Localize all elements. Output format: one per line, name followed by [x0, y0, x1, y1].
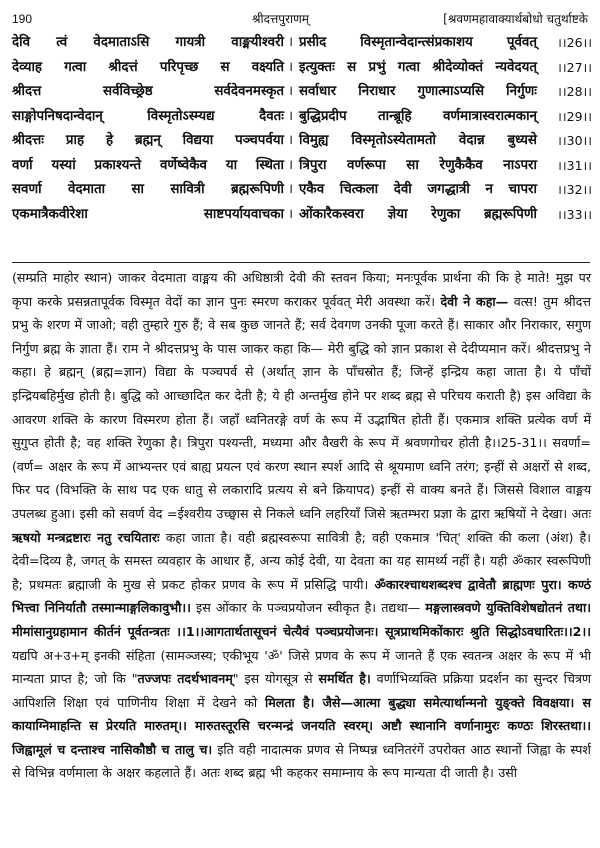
verse-second-half: प्रसीद विस्मृतान्वेदान्त्संप्रकाशय पूर्ववत्: [299, 35, 537, 50]
commentary-paragraph: [12, 266, 591, 785]
verse-30: [12, 129, 592, 154]
verse-first-half: साङ्गोपनिषदान्वेदान् विस्मृतोऽस्म्यद्य दैवतः: [12, 108, 284, 124]
commentary-bold-text: समर्थित है।: [318, 671, 371, 687]
verse-first-half: सवर्णा वेदमाता सा सावित्री ब्रह्मरूपिणी: [12, 182, 284, 197]
commentary-text: इति वही नादात्मक प्रणव से निष्पन्न ध्वनितरंगें उपरोक्त आठ स्थानों जिह्वा के स्पर्श से विभिन्न वर्णमाला के अक्षर कहलाते हैं। अतः शब्द ब्रह्म भी कहकर समाम्नाय के रूप मान्यता दी जाती है। उसी: [12, 741, 591, 781]
commentary-bold-text: देवी ने कहा—: [440, 293, 509, 309]
commentary-text: वर्णाभिव्यक्ति प्रक्रिया प्रदर्शन का सुन्दर चित्रण आपिशलि शिक्षा एवं पाणिनीय शिक्षा में देखने को: [12, 671, 592, 710]
verse-31: [12, 154, 592, 179]
verse-32: [12, 178, 592, 203]
book-title: श्रीदत्तपुराणम्: [252, 12, 309, 26]
verse-danda: ।: [288, 84, 294, 99]
verse-second-half: इत्युक्तः स प्रभुं गत्वा श्रीदेव्योक्तं न्यवेदयत्: [299, 59, 537, 75]
commentary-text: वत्स! तुम श्रीदत्त प्रभु के शरण में जाओ; वही तुम्हारे गुरु हैं; वे सब कुछ जानते हैं; सर्व देवगण उनकी पूजा करते हैं। साकार और निराकार, सगुण निर्गुण ब्रह्म के ज्ञाता हैं। राम ने श्रीदत्तप्रभु के पास जाकर कहा कि— मेरी बुद्धि को ज्ञान प्रकाश से देदीप्यमान करें। श्रीदत्तप्रभु ने कहा। हे ब्रह्मन् (ब्रह्म=ज्ञान) विद्या के पञ्चपर्व से (अर्थात् ज्ञान के पाँचस्रोत हैं; जिन्हें इन्द्रिय कहा जाता है। ये पाँचों इन्द्रियबहिर्मुख होती है। बुद्धि को आच्छादित कर देती है; ये ही अन्तर्मुख होने पर शब्द ब्रह्म से परिचय कराती है) इस अविद्या के आवरण शक्ति के कारण विस्मरण होता हैं। जहाँ ध्वनितरङ्गे वर्ण के रूप में उद्भाषित होती हैं। एकमात्र शक्ति प्रत्येक वर्ण में सुगुप्त होती है; वह शक्ति रेणुका है। त्रिपुरा पश्यन्ती, मध्यमा और वैखरी के रूप में श्रवणगोचर होती है।।25-31।। सवर्णा=(वर्ण= अक्षर के रूप में आभ्यन्तर एवं बाह्य प्रयत्न एवं करण स्थान स्पर्श आदि से श्रूयमाण ध्वनि तरंग; इन्हीं से अक्षरों से शब्द, फिर पद (विभक्ति के साथ पद एक धातु से लकारादि प्रत्यय से बने क्रियापद) इन्हीं से वाक्य बनते हैं। जिससे विशाल वाङ्मय उपलब्ध हुआ। इसी को सवर्ण वेद =ईश्वरीय उच्छ्वास से निकले ध्वनि लहरियाँ जिसे ऋतम्भरा प्रज्ञा के द्वारा ऋषियों ने देखा। अतः: [12, 293, 592, 521]
verse-danda: ।: [288, 59, 294, 75]
commentary-text: (सम्प्रति माहोर स्थान) जाकर वेदमाता वाङ्मय की अधिष्ठात्री देवी की स्तवन किया; मनःपूर्वक प्रार्थना की कि हे माते! मुझ पर कृपा करके प्रसन्नतापूर्वक विस्मृत वेदों का ज्ञान पुनः स्मरण कराकर पूर्ववत् मेरी अवस्था करें।: [12, 270, 591, 309]
verse-first-half: श्रीदत्त सर्वविच्छ्रेष्ठ सर्वदेवनमस्कृत: [12, 84, 284, 99]
running-header: [12, 10, 590, 28]
commentary-bold-quote: मङ्गलास्त्रवणे युक्तिविशेषद्योतनं तथा। मीमांसानुग्रहामान कीर्तनं पूर्वतन्त्रतः ।।1।।आगतार्थतासूचनं चेत्यैवं पञ्चप्रयोजनः। सूत्रप्राथमिकोंकारः श्रुति सिद्धोऽवधारितः।।2।।: [12, 600, 591, 639]
commentary-text: इस ओंकार के पञ्चप्रयोजन स्वीकृत है। तद्यथा—: [190, 600, 426, 616]
verse-27: [12, 56, 592, 81]
verse-second-half: एकैव चित्कला देवी जगद्धात्री न चापरा: [299, 182, 537, 197]
page-number: 190: [12, 12, 33, 26]
commentary-text: यद्यपि अ+उ+म् इनकी संहिता (सामञ्जस्य; एकीभूय 'ॐ' जिसे प्रणव के रूप में जानते हैं एक स्वतन्त्र अक्षर के रूप में भी मान्यता प्राप्त है; जो कि ": [12, 647, 591, 687]
verse-number: ।।29।।: [557, 108, 592, 124]
verse-danda: ।: [288, 108, 294, 124]
verse-number: ।।31।।: [557, 157, 592, 173]
commentary-bold-quote: ॐकारश्चाथशब्दश्च द्वावेतौ ब्राह्मणः पुरा। कण्ठं भित्त्वा निनिर्यातौ तस्मान्माङ्गलिकावुभौ।।: [12, 576, 591, 616]
verse-number: ।।30।।: [557, 133, 592, 148]
verse-second-half: ओंकारैकस्वरा ज्ञेया रेणुका ब्रह्मरूपिणी: [299, 206, 537, 222]
verse-number: ।।27।।: [557, 59, 592, 75]
verse-danda: ।: [288, 157, 294, 173]
verse-second-half: बुद्धिप्रदीप तान्ब्रूहि वर्णमात्रास्वरात्मकान्: [299, 108, 537, 124]
verse-number: ।।28।।: [557, 84, 592, 99]
verse-number: ।।26।।: [557, 35, 592, 50]
commentary-text: कहा जाता है। वही ब्रह्मस्वरूपा सावित्री है; वही एकमात्र 'चित्' शक्ति की कला (अंश) है। देवी=दिव्य है, जगत् के समस्त व्यवहार के आधार हैं, अन्य कोई देवी, या देवता का यह सामर्थ्य नहीं है। यही ॐकार स्वरूपिणी है; प्रथमतः ब्रह्माजी के मुख से प्रकट होकर प्रणव के रूप में प्रसिद्धि पायी।: [12, 529, 591, 592]
verse-danda: ।: [288, 206, 294, 222]
verse-second-half: सर्वाधार निराधार गुणात्माऽप्यसि निर्गुणः: [299, 84, 537, 99]
verse-first-half: श्रीदत्तः प्राह हे ब्रह्मन् विद्यया पञ्चपर्वया: [12, 133, 284, 148]
commentary-bold-quote: मिलता है। जैसे—आत्मा बुद्ध्या समेत्यार्थान्मनो युङ्क्ते विवक्षया। स कायाग्निमाहन्ति स प्रेरयति मारुतम्।। मारुतस्तूरसि चरन्मन्द्रं जनयति स्वरम्। अष्टौ स्थानानि वर्णानामुरः कण्ठः शिरस्तथा।। जिह्वामूलं च दन्ताश्च नासिकौष्ठौ च तालु च।: [12, 694, 591, 757]
verse-first-half: वर्णा यस्यां प्रकाश्यन्ते वर्णेष्वेकैव या स्थिता: [12, 157, 284, 173]
commentary-bold-text: तज्जपः तदर्थभावनम्: [137, 671, 233, 687]
verse-number: ।।32।।: [557, 182, 592, 197]
verse-second-half: विमुह्य विस्मृतोऽस्येतामतो वेदान्न बुध्यसे: [299, 133, 537, 148]
commentary-bold-text: ऋषयो मन्त्रद्रष्टारः नतु रचयितारः: [12, 529, 160, 545]
verse-danda: ।: [288, 35, 294, 50]
verse-first-half: एकमात्रैकवीरेशा साष्टपर्यायवाचका: [12, 206, 284, 222]
commentary-text: " इस योगसूत्र से: [232, 671, 319, 687]
verse-number: ।।33।।: [557, 206, 592, 222]
verse-danda: ।: [288, 133, 294, 148]
verse-33: [12, 203, 592, 228]
verse-first-half: देवि त्वं वेदमाताऽसि गायत्री वाङ्मयीश्वरी: [12, 35, 284, 50]
verse-second-half: त्रिपुरा वर्णरूपा सा रेणुकैकैव नाऽपरा: [299, 157, 537, 173]
verse-28: [12, 80, 592, 105]
section-divider: [12, 262, 590, 263]
verse-26: [12, 31, 592, 56]
section-title: [श्रवणमहावाक्यार्थबोधो चतुर्थाष्टके: [443, 12, 588, 26]
verse-block: [12, 31, 592, 227]
verse-danda: ।: [288, 182, 294, 197]
verse-first-half: देव्याह गत्वा श्रीदत्तं परिपृच्छ स वक्ष्यति: [12, 59, 284, 75]
verse-29: [12, 105, 592, 130]
